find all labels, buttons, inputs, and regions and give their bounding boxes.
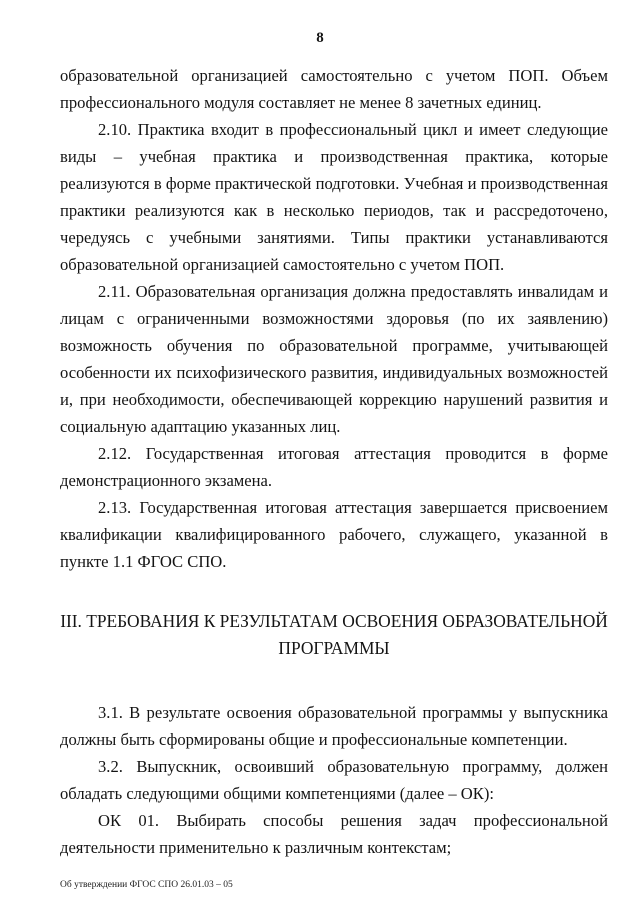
paragraph-3-1: 3.1. В результате освоения образовательной программы у выпускника должны быть сформированы общие и профессиональные компетенции.: [60, 703, 608, 749]
paragraph-continuation: образовательной организацией самостоятельно с учетом ПОП. Объем профессионального модуля составляет не менее 8 зачетных единиц.: [60, 66, 608, 112]
section-heading: III. ТРЕБОВАНИЯ К РЕЗУЛЬТАТАМ ОСВОЕНИЯ ОБРАЗОВАТЕЛЬНОЙ ПРОГРАММЫ: [60, 611, 608, 658]
paragraph-2-11: 2.11. Образовательная организация должна предоставлять инвалидам и лицам с ограниченными возможностями здоровья (по их заявлению) возможность обучения по образовательной программе, учитывающей особенности их психофизического развития, индивидуальных возможностей и, при необходимости, обеспечивающей коррекцию нарушений развития и социальную адаптацию указанных лиц.: [60, 282, 608, 436]
page-footer: Об утверждении ФГОС СПО 26.01.03 – 05: [60, 880, 233, 890]
paragraph-2-10: 2.10. Практика входит в профессиональный цикл и имеет следующие виды – учебная практика и производственная практика, которые реализуются в форме практической подготовки. Учебная и производственная практики реализуются как в несколько периодов, так и рассредоточено, чередуясь с учебными занятиями. Типы практики устанавливаются образовательной организацией самостоятельно с учетом ПОП.: [60, 120, 608, 274]
paragraph-2-13: 2.13. Государственная итоговая аттестация завершается присвоением квалификации квалифицированного рабочего, служащего, указанной в пункте 1.1 ФГОС СПО.: [60, 498, 608, 571]
paragraph-ok-01: ОК 01. Выбирать способы решения задач профессиональной деятельности применительно к различным контекстам;: [60, 811, 608, 857]
paragraph-2-12: 2.12. Государственная итоговая аттестация проводится в форме демонстрационного экзамена.: [60, 444, 608, 490]
document-body: [60, 62, 608, 861]
paragraph-3-2: 3.2. Выпускник, освоивший образовательную программу, должен обладать следующими общими компетенциями (далее – ОК):: [60, 757, 608, 803]
page-number: 8: [316, 30, 324, 46]
